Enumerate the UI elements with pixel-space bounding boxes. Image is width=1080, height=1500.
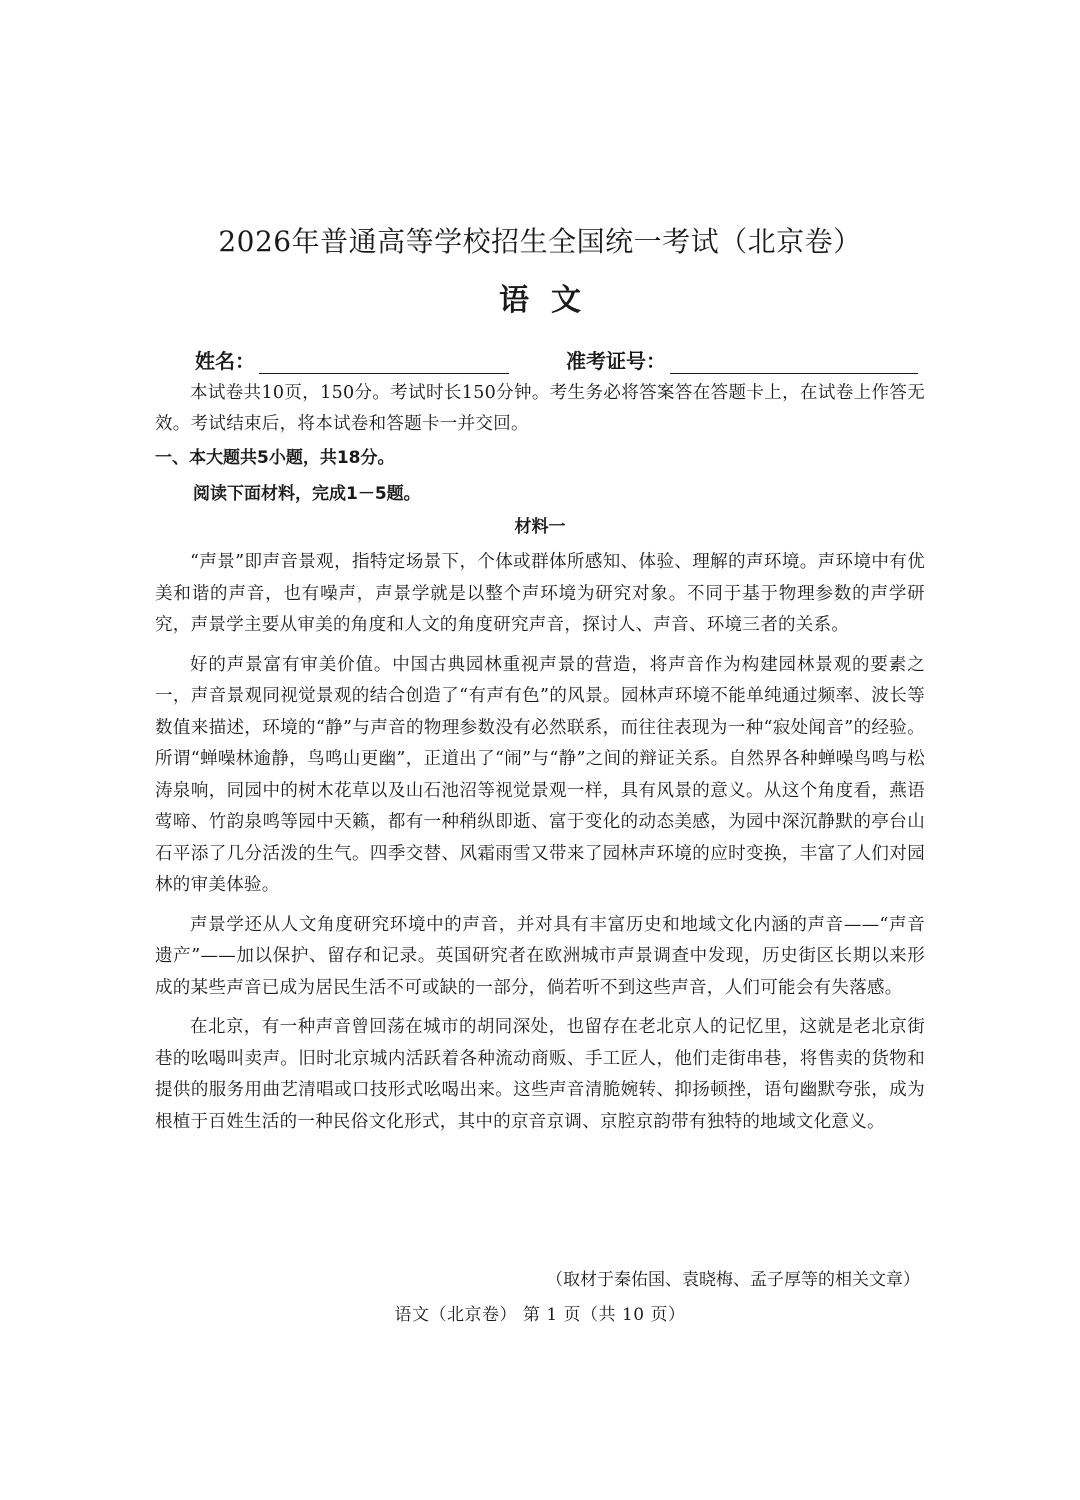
ticket-number-row xyxy=(566,340,918,374)
material-title: 材料一 xyxy=(514,517,566,537)
name-field[interactable] xyxy=(259,347,509,374)
material-body xyxy=(155,547,925,1146)
material-paragraph: 在北京，有一种声音曾回荡在城市的胡同深处，也留存在老北京人的记忆里，这就是老北京街巷的吆喝叫卖声。旧时北京城内活跃着各种流动商贩、手工匠人，他们走街串巷，将售卖的货物和提供的服务用曲艺清唱或口技形式吆喝出来。这些声音清脆婉转、抑扬顿挫，语句幽默夸张，成为根植于百姓生活的一种民俗文化形式，其中的京音京调、京腔京韵带有独特的地域文化意义。 xyxy=(155,1017,925,1132)
exam-title: 2026年普通高等学校招生全国统一考试（北京卷） xyxy=(218,225,862,258)
candidate-name-row xyxy=(195,340,509,374)
exam-instructions: 本试卷共10页，150分。考试时长150分钟。考生务必将答案答在答题卡上，在试卷上作答无效。考试结束后，将本试卷和答题卡一并交回。 xyxy=(155,383,925,434)
section-instruction: 阅读下面材料，完成1－5题。 xyxy=(193,484,421,504)
section-heading: 一、本大题共5小题，共18分。 xyxy=(155,448,395,468)
subject-title: 语文 xyxy=(499,283,603,318)
material-paragraph: “声景”即声音景观，指特定场景下，个体或群体所感知、体验、理解的声环境。声环境中有优美和谐的声音，也有噪声，声景学就是以整个声环境为研究对象。不同于基于物理参数的声学研究，声景学主要从审美的角度和人文的角度研究声音，探讨人、声音、环境三者的关系。 xyxy=(155,552,925,635)
material-paragraph: 声景学还从人文角度研究环境中的声音，并对具有丰富历史和地域文化内涵的声音——“声音遗产”——加以保护、留存和记录。英国研究者在欧洲城市声景调查中发现，历史街区长期以来形成的某些声音已成为居民生活不可或缺的一部分，倘若听不到这些声音，人们可能会有失落感。 xyxy=(155,914,925,998)
material-source: （取材于秦佑国、袁晓梅、孟子厚等的相关文章） xyxy=(546,1270,920,1290)
ticket-label: 准考证号： xyxy=(566,349,666,373)
page-footer: 语文（北京卷） 第 1 页（共 10 页） xyxy=(394,1305,686,1325)
material-paragraph: 好的声景富有审美价值。中国古典园林重视声景的营造，将声音作为构建园林景观的要素之一，声音景观同视觉景观的结合创造了“有声有色”的风景。园林声环境不能单纯通过频率、波长等数值来描述，环境的“静”与声音的物理参数没有必然联系，而往往表现为一种“寂处闻音”的经验。所谓“蝉噪林逾静，鸟鸣山更幽”，正道出了“闹”与“静”之间的辩证关系。自然界各种蝉噪鸟鸣与松涛泉响，同园中的树木花草以及山石池沼等视觉景观一样，具有风景的意义。从这个角度看，燕语莺啼、竹韵泉鸣等园中天籁，都有一种稍纵即逝、富于变化的动态美感，为园中深沉静默的亭台山石平添了几分活泼的生气。四季交替、风霜雨雪又带来了园林声环境的应时变换，丰富了人们对园林的审美体验。 xyxy=(155,654,925,895)
name-label: 姓名： xyxy=(195,349,255,373)
ticket-number-field[interactable] xyxy=(670,347,918,374)
